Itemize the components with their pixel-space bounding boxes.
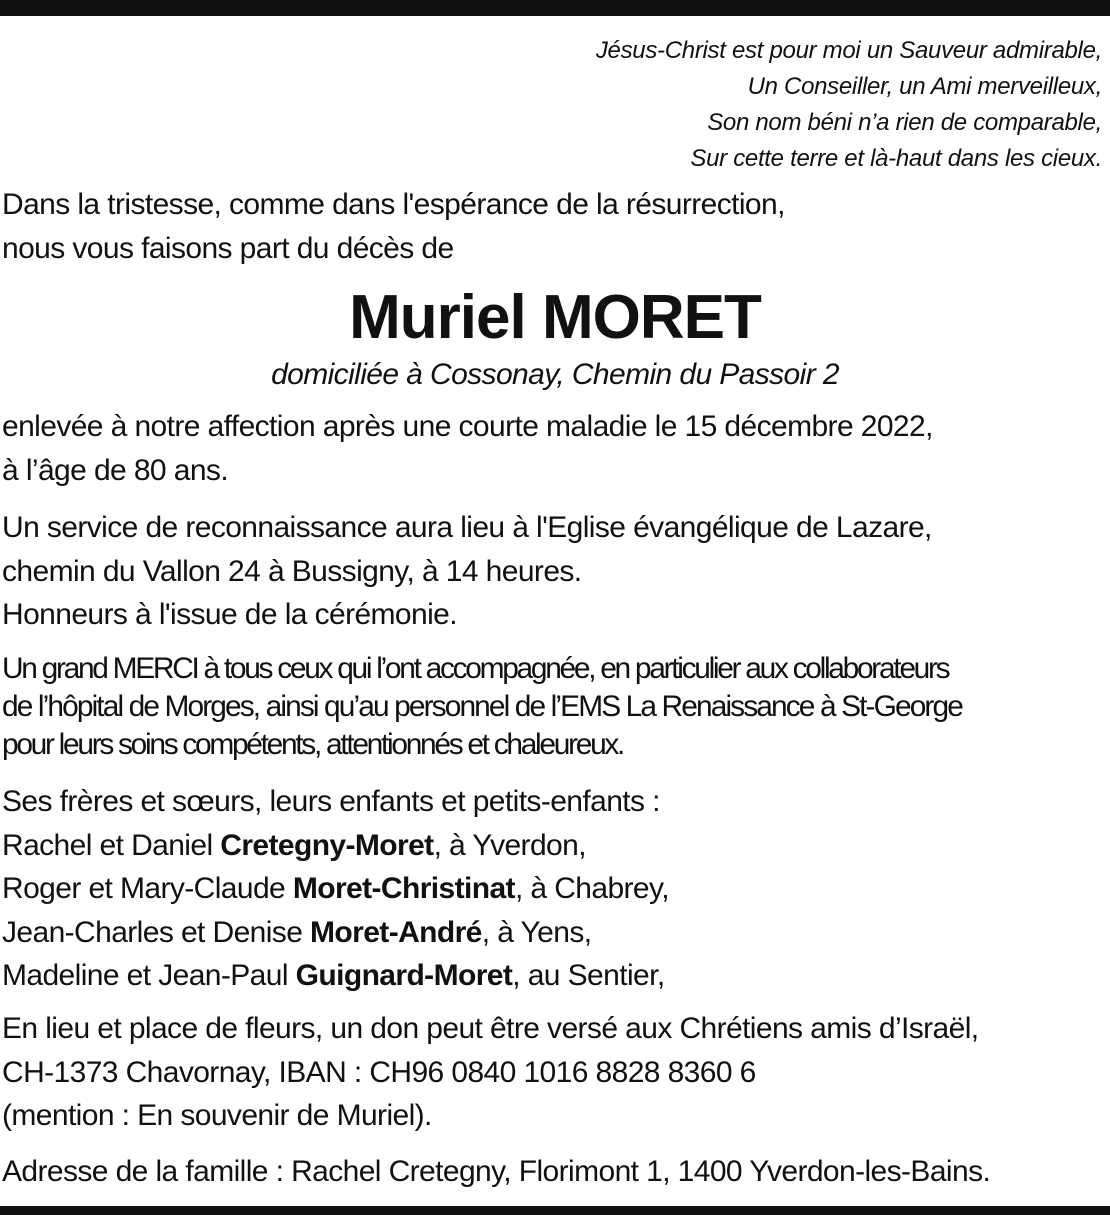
donation-line: (mention : En souvenir de Muriel).	[2, 1099, 432, 1132]
bottom-border-rule	[0, 1206, 1110, 1215]
member-place: , au Sentier,	[512, 959, 665, 992]
top-border-rule	[0, 0, 1110, 16]
verse-line: Son nom béni n’a rien de comparable,	[707, 109, 1102, 136]
deceased-residence: domiciliée à Cossonay, Chemin du Passoir 2	[271, 358, 839, 391]
service-paragraph	[2, 506, 1106, 637]
verse-line: Un Conseiller, un Ami merveilleux,	[747, 73, 1102, 100]
member-surname: Cretegny-Moret	[220, 828, 434, 862]
thanks-line: de l’hôpital de Morges, ainsi qu’au personnel de l’EMS La Renaissance à St-George	[2, 690, 962, 723]
service-line: Honneurs à l'issue de la cérémonie.	[2, 598, 457, 631]
member-names: Jean-Charles et Denise	[2, 915, 311, 949]
passing-line: à l’âge de 80 ans.	[2, 453, 229, 487]
deceased-name: Muriel MORET	[349, 283, 761, 352]
member-names: Roger et Mary-Claude	[2, 872, 293, 905]
address-line: Adresse de la famille : Rachel Cretegny, Florimont 1, 1400 Yverdon-les-Bains.	[2, 1155, 991, 1188]
passing-line: enlevée à notre affection après une courte maladie le 15 décembre 2022,	[2, 410, 933, 443]
intro-line: nous vous faisons part du décès de	[2, 231, 454, 265]
family-member	[2, 954, 1106, 998]
family-paragraph	[2, 780, 1106, 998]
family-member	[2, 824, 1106, 868]
verse-line: Jésus-Christ est pour moi un Sauveur admirable,	[595, 37, 1102, 64]
passing-paragraph	[2, 405, 1106, 492]
thanks-paragraph	[2, 650, 1110, 764]
member-place: , à Yverdon,	[433, 828, 586, 862]
member-place: , à Chabrey,	[514, 872, 669, 905]
intro-line: Dans la tristesse, comme dans l'espérance de la résurrection,	[2, 188, 785, 221]
member-names: Madeline et Jean-Paul	[2, 959, 296, 992]
service-line: chemin du Vallon 24 à Bussigny, à 14 heures.	[2, 554, 582, 588]
donation-paragraph	[2, 1007, 1106, 1138]
family-address	[2, 1150, 1106, 1194]
member-place: , à Yens,	[481, 915, 592, 949]
donation-line: CH-1373 Chavornay, IBAN : CH96 0840 1016 8828 8360 6	[2, 1055, 756, 1089]
intro-paragraph	[2, 183, 1106, 270]
member-surname: Guignard-Moret	[295, 959, 513, 992]
thanks-line: pour leurs soins compétents, attentionnés et chaleureux.	[2, 728, 624, 761]
thanks-line: Un grand MERCI à tous ceux qui l’ont accompagnée, en particulier aux collaborateurs	[2, 652, 949, 685]
service-line: Un service de reconnaissance aura lieu à l'Eglise évangélique de Lazare,	[2, 511, 932, 544]
member-names: Rachel et Daniel	[2, 828, 221, 862]
member-surname: Moret-André	[310, 915, 482, 949]
family-member	[2, 911, 1106, 955]
donation-line: En lieu et place de fleurs, un don peut être versé aux Chrétiens amis d’Israël,	[2, 1012, 979, 1045]
verse-line: Sur cette terre et là-haut dans les cieux.	[690, 145, 1102, 172]
epigraph-verse	[596, 33, 1102, 177]
member-surname: Moret-Christinat	[292, 872, 515, 905]
family-heading: Ses frères et sœurs, leurs enfants et petits-enfants :	[2, 785, 660, 818]
family-member	[2, 867, 1106, 911]
